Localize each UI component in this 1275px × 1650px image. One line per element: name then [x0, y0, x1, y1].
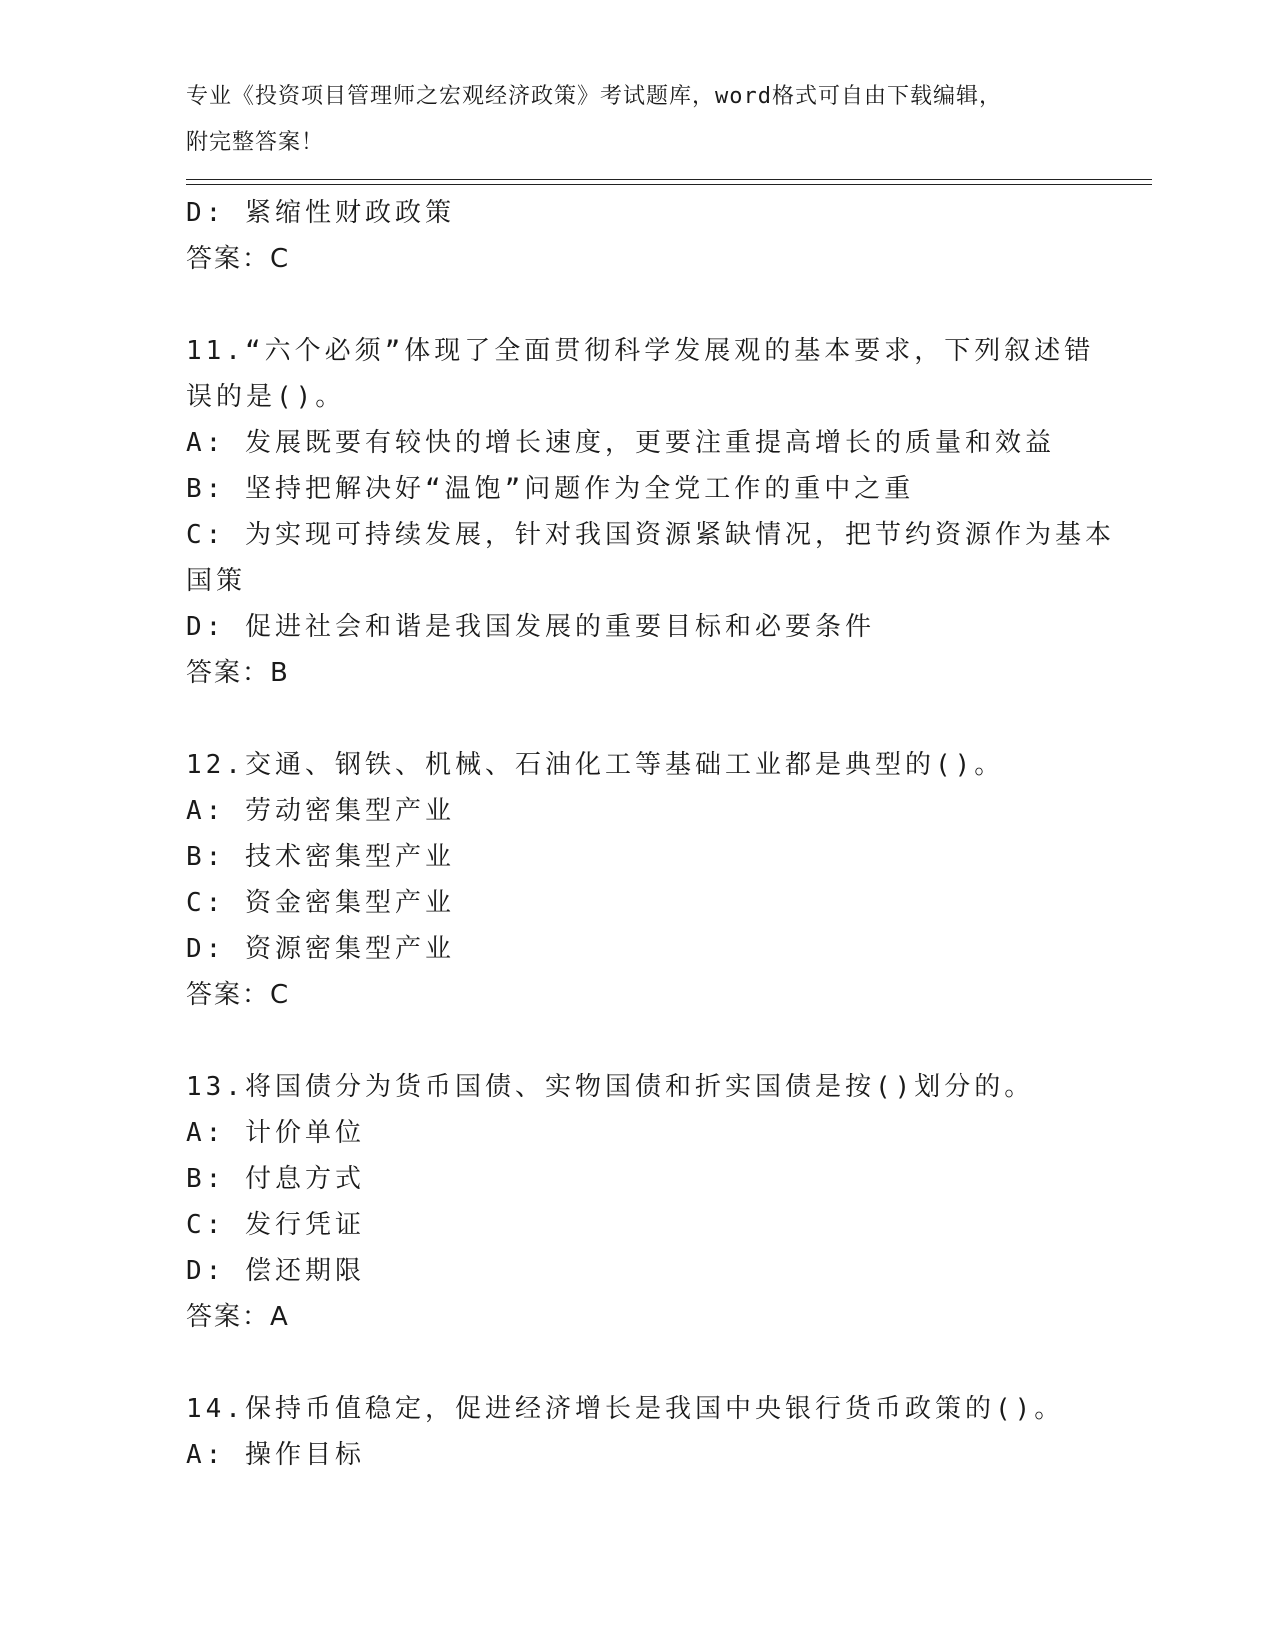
option-d: D: 资源密集型产业 [186, 934, 455, 964]
question-stem: 11.“六个必须”体现了全面贯彻科学发展观的基本要求，下列叙述错 [186, 336, 1095, 366]
question-14 [186, 1386, 1086, 1478]
header-line-1: 专业《投资项目管理师之宏观经济政策》考试题库，word格式可自由下载编辑， [186, 84, 1002, 109]
header-line-2: 附完整答案！ [186, 130, 325, 155]
spacer [186, 1018, 1086, 1064]
header-divider-bottom [186, 184, 1152, 185]
question-stem: 14.保持币值稳定，促进经济增长是我国中央银行货币政策的()。 [186, 1394, 1065, 1424]
answer-line: 答案：C [186, 244, 291, 274]
option-d: D: 偿还期限 [186, 1256, 365, 1286]
header-divider-top [186, 179, 1152, 180]
answer-line: 答案：B [186, 658, 290, 688]
option-b: B: 技术密集型产业 [186, 842, 455, 872]
spacer [186, 696, 1086, 742]
question-13 [186, 1064, 1086, 1340]
option-b: B: 付息方式 [186, 1164, 365, 1194]
option-a: A: 劳动密集型产业 [186, 796, 455, 826]
option-a: A: 计价单位 [186, 1118, 365, 1148]
question-stem: 12.交通、钢铁、机械、石油化工等基础工业都是典型的()。 [186, 750, 1005, 780]
question-stem: 误的是()。 [186, 382, 346, 412]
previous-question-tail [186, 190, 1086, 282]
option-d: D: 紧缩性财政政策 [186, 198, 455, 228]
question-11 [186, 328, 1115, 696]
spacer [186, 282, 1086, 328]
answer-line: 答案：C [186, 980, 291, 1010]
option-c: 国策 [186, 566, 247, 596]
option-c: C: 资金密集型产业 [186, 888, 455, 918]
option-b: B: 坚持把解决好“温饱”问题作为全党工作的重中之重 [186, 474, 915, 504]
option-c: C: 为实现可持续发展，针对我国资源紧缺情况，把节约资源作为基本 [186, 520, 1115, 550]
option-d: D: 促进社会和谐是我国发展的重要目标和必要条件 [186, 612, 875, 642]
question-content [186, 190, 1115, 1478]
question-12 [186, 742, 1086, 1018]
question-stem: 13.将国债分为货币国债、实物国债和折实国债是按()划分的。 [186, 1072, 1035, 1102]
spacer [186, 1340, 1086, 1386]
option-a: A: 操作目标 [186, 1440, 365, 1470]
option-c: C: 发行凭证 [186, 1210, 365, 1240]
document-header [186, 74, 1066, 166]
answer-line: 答案：A [186, 1302, 290, 1332]
option-a: A: 发展既要有较快的增长速度，更要注重提高增长的质量和效益 [186, 428, 1055, 458]
